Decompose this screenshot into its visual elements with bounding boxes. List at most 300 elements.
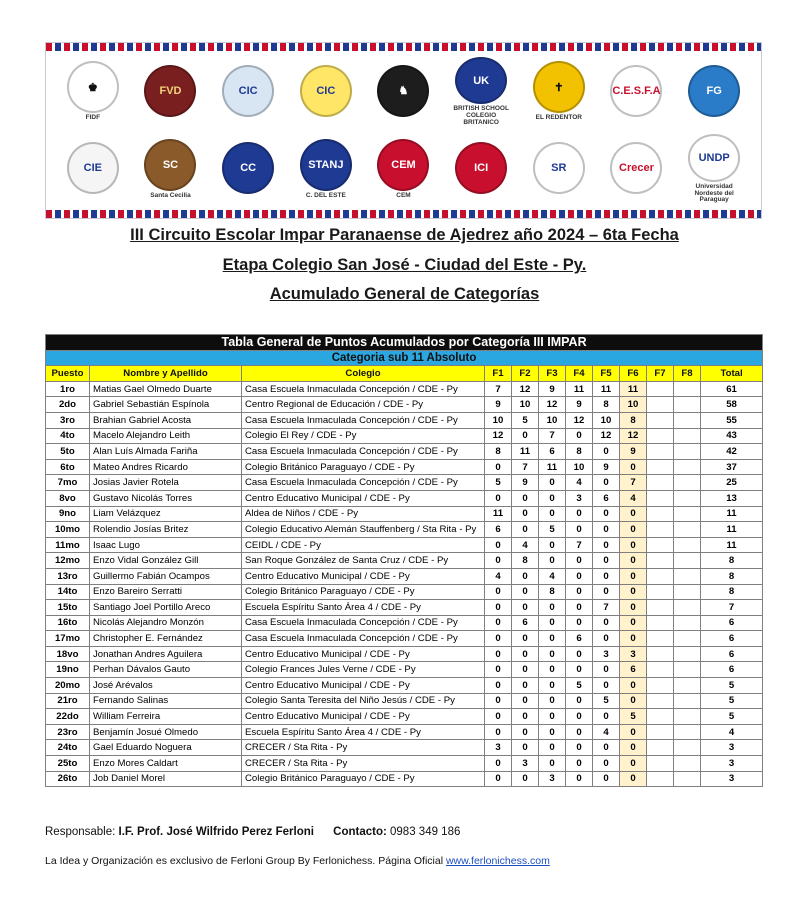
cell-total: 3 (701, 771, 763, 787)
cell-pos: 25to (46, 756, 90, 772)
ici-emblem-icon: ICI (455, 142, 507, 194)
cell-f1: 0 (485, 646, 512, 662)
cell-name: José Arévalos (90, 678, 242, 694)
cell-f8 (674, 381, 701, 397)
table-row (46, 459, 763, 475)
cell-school: Colegio Británico Paraguayo / CDE - Py (242, 459, 485, 475)
cell-f8 (674, 397, 701, 413)
cell-f2: 9 (512, 475, 539, 491)
sponsor-logo-caption: CEM (396, 191, 411, 199)
cell-f2: 0 (512, 646, 539, 662)
cell-school: Centro Educativo Municipal / CDE - Py (242, 709, 485, 725)
cell-f5: 12 (593, 428, 620, 444)
sponsor-logo-caption: C. DEL ESTE (305, 191, 346, 199)
cell-total: 8 (701, 584, 763, 600)
sponsor-banner (45, 42, 762, 219)
flag-strip-top (46, 43, 761, 51)
cell-pos: 6to (46, 459, 90, 475)
cell-f3: 5 (539, 522, 566, 538)
cem-emblem-icon: CEM (377, 139, 429, 191)
cell-f3: 0 (539, 756, 566, 772)
cell-f5: 0 (593, 615, 620, 631)
sponsor-logo-caption: FIDF (85, 114, 101, 122)
cell-f7 (647, 397, 674, 413)
cell-school: Escuela Espíritu Santo Área 4 / CDE - Py (242, 600, 485, 616)
cell-f1: 0 (485, 615, 512, 631)
sponsor-logo-cic2 (294, 57, 358, 127)
cell-f5: 7 (593, 600, 620, 616)
cell-f4: 0 (566, 600, 593, 616)
cell-f3: 0 (539, 615, 566, 631)
cell-f2: 0 (512, 678, 539, 694)
cell-f6: 0 (620, 568, 647, 584)
cell-f4: 12 (566, 412, 593, 428)
organization-line (45, 855, 550, 867)
cell-f7 (647, 475, 674, 491)
table-row (46, 678, 763, 694)
cell-f4: 8 (566, 444, 593, 460)
cell-f7 (647, 381, 674, 397)
cell-f7 (647, 459, 674, 475)
cell-f6: 12 (620, 428, 647, 444)
cell-f6: 0 (620, 537, 647, 553)
cell-f1: 0 (485, 693, 512, 709)
cic-emblem-icon: CIC (222, 65, 274, 117)
cell-f2: 0 (512, 771, 539, 787)
cell-total: 5 (701, 693, 763, 709)
cell-name: Enzo Mores Caldart (90, 756, 242, 772)
cell-f6: 11 (620, 381, 647, 397)
cell-f2: 0 (512, 709, 539, 725)
cell-f4: 5 (566, 678, 593, 694)
cell-school: Escuela Espíritu Santo Área 4 / CDE - Py (242, 724, 485, 740)
standings-rows (46, 381, 763, 786)
cell-f8 (674, 631, 701, 647)
cell-f6: 0 (620, 600, 647, 616)
cell-school: Centro Regional de Educación / CDE - Py (242, 397, 485, 413)
cell-f1: 4 (485, 568, 512, 584)
table-row (46, 662, 763, 678)
cell-f2: 0 (512, 724, 539, 740)
cell-f8 (674, 771, 701, 787)
cell-f3: 0 (539, 600, 566, 616)
cell-f2: 0 (512, 506, 539, 522)
cell-total: 43 (701, 428, 763, 444)
cell-f1: 7 (485, 381, 512, 397)
cell-total: 3 (701, 740, 763, 756)
cell-f4: 0 (566, 428, 593, 444)
cell-f4: 0 (566, 771, 593, 787)
cell-f7 (647, 584, 674, 600)
cell-pos: 15to (46, 600, 90, 616)
cell-f8 (674, 444, 701, 460)
cell-f4: 9 (566, 397, 593, 413)
stanj-emblem-icon: STANJ (300, 139, 352, 191)
table-row (46, 646, 763, 662)
cell-name: Enzo Bareiro Serratti (90, 584, 242, 600)
cell-f5: 0 (593, 756, 620, 772)
cell-f3: 0 (539, 740, 566, 756)
cell-pos: 3ro (46, 412, 90, 428)
cell-f2: 4 (512, 537, 539, 553)
cell-name: Nicolás Alejandro Monzón (90, 615, 242, 631)
cell-f1: 10 (485, 412, 512, 428)
cell-f4: 0 (566, 553, 593, 569)
cell-pos: 12mo (46, 553, 90, 569)
cell-total: 5 (701, 678, 763, 694)
cell-f8 (674, 662, 701, 678)
cell-f1: 0 (485, 537, 512, 553)
event-subtitle: Acumulado General de Categorías (269, 285, 540, 303)
cell-f4: 11 (566, 381, 593, 397)
cell-f3: 0 (539, 693, 566, 709)
cell-f7 (647, 709, 674, 725)
table-row (46, 709, 763, 725)
cell-total: 11 (701, 522, 763, 538)
table-row (46, 756, 763, 772)
cell-school: Centro Educativo Municipal / CDE - Py (242, 568, 485, 584)
cell-f8 (674, 646, 701, 662)
cell-f5: 3 (593, 646, 620, 662)
cell-f1: 0 (485, 459, 512, 475)
cell-school: Centro Educativo Municipal / CDE - Py (242, 646, 485, 662)
cell-f8 (674, 412, 701, 428)
cell-f5: 0 (593, 584, 620, 600)
cell-f8 (674, 428, 701, 444)
contacto-value: 0983 349 186 (390, 826, 461, 838)
cell-total: 4 (701, 724, 763, 740)
cell-school: Aldea de Niños / CDE - Py (242, 506, 485, 522)
cell-f1: 0 (485, 553, 512, 569)
cell-pos: 24to (46, 740, 90, 756)
santa-rita-emblem-icon: SR (533, 142, 585, 194)
cell-f5: 11 (593, 381, 620, 397)
table-row (46, 475, 763, 491)
cell-name: William Ferreira (90, 709, 242, 725)
table-row (46, 444, 763, 460)
cell-name: Christopher E. Fernández (90, 631, 242, 647)
cell-f5: 0 (593, 662, 620, 678)
cell-name: Gael Eduardo Noguera (90, 740, 242, 756)
cell-f6: 0 (620, 631, 647, 647)
col-header-total: Total (701, 366, 763, 382)
cie-emblem-icon: CIE (67, 142, 119, 194)
sponsor-logo-grid (56, 55, 751, 206)
ferlonichess-emblem-icon: ♞ (377, 65, 429, 117)
ferloni-group-emblem-icon: FG (688, 65, 740, 117)
cell-f1: 0 (485, 724, 512, 740)
cell-f5: 0 (593, 709, 620, 725)
table-row (46, 428, 763, 444)
cell-f2: 0 (512, 490, 539, 506)
cell-total: 55 (701, 412, 763, 428)
cell-f5: 0 (593, 553, 620, 569)
cell-f2: 0 (512, 568, 539, 584)
cell-pos: 17mo (46, 631, 90, 647)
contacto-label: Contacto: (333, 826, 387, 838)
col-header-f4: F4 (566, 366, 593, 382)
cell-total: 11 (701, 506, 763, 522)
cell-f8 (674, 740, 701, 756)
cell-name: Gabriel Sebastián Espínola (90, 397, 242, 413)
cell-pos: 1ro (46, 381, 90, 397)
cell-school: Centro Educativo Municipal / CDE - Py (242, 678, 485, 694)
cell-f4: 0 (566, 568, 593, 584)
cell-total: 61 (701, 381, 763, 397)
table-row (46, 615, 763, 631)
cell-f4: 3 (566, 490, 593, 506)
cell-f4: 0 (566, 740, 593, 756)
cell-f8 (674, 537, 701, 553)
cell-f7 (647, 631, 674, 647)
cell-f2: 7 (512, 459, 539, 475)
cell-f2: 0 (512, 631, 539, 647)
cell-total: 25 (701, 475, 763, 491)
cell-f1: 3 (485, 740, 512, 756)
cell-f6: 0 (620, 756, 647, 772)
cell-total: 6 (701, 615, 763, 631)
cell-f3: 3 (539, 771, 566, 787)
cell-f7 (647, 724, 674, 740)
cell-f5: 0 (593, 537, 620, 553)
cell-f6: 0 (620, 693, 647, 709)
sponsor-logo-redentor (527, 57, 591, 127)
sponsor-logo-cie (61, 134, 125, 204)
cell-name: Alan Luís Almada Fariña (90, 444, 242, 460)
cell-f3: 0 (539, 631, 566, 647)
cell-f3: 11 (539, 459, 566, 475)
cell-f6: 9 (620, 444, 647, 460)
cell-f3: 0 (539, 709, 566, 725)
cell-f1: 6 (485, 522, 512, 538)
cell-f7 (647, 428, 674, 444)
cell-name: Santiago Joel Portillo Areco (90, 600, 242, 616)
website-link[interactable]: www.ferlonichess.com (445, 855, 550, 867)
cell-f4: 0 (566, 709, 593, 725)
cell-f7 (647, 600, 674, 616)
col-header-f7: F7 (647, 366, 674, 382)
sponsor-logo-british (449, 57, 513, 127)
cell-f8 (674, 709, 701, 725)
cell-f2: 0 (512, 740, 539, 756)
sponsor-logo-caption: EL REDENTOR (535, 114, 582, 122)
cell-total: 37 (701, 459, 763, 475)
sponsor-logo-stanj (294, 134, 358, 204)
cell-f6: 3 (620, 646, 647, 662)
cell-pos: 4to (46, 428, 90, 444)
cell-total: 11 (701, 537, 763, 553)
crecer-emblem-icon: Crecer (610, 142, 662, 194)
sponsor-logo-caption: BRITISH SCHOOL COLEGIO BRITANICO (453, 105, 509, 126)
cell-f6: 0 (620, 459, 647, 475)
cell-total: 3 (701, 756, 763, 772)
cell-f5: 0 (593, 506, 620, 522)
cell-f5: 0 (593, 631, 620, 647)
cell-f7 (647, 537, 674, 553)
british-emblem-icon: UK (455, 57, 507, 105)
cell-f8 (674, 584, 701, 600)
table-row (46, 506, 763, 522)
table-row (46, 724, 763, 740)
cell-total: 5 (701, 709, 763, 725)
cell-f6: 0 (620, 584, 647, 600)
cell-f3: 0 (539, 537, 566, 553)
cell-f7 (647, 756, 674, 772)
cell-pos: 20mo (46, 678, 90, 694)
cell-total: 42 (701, 444, 763, 460)
flag-strip-bottom (46, 210, 761, 218)
cell-f5: 10 (593, 412, 620, 428)
cell-f5: 0 (593, 522, 620, 538)
cell-f1: 0 (485, 631, 512, 647)
cell-school: Casa Escuela Inmaculada Concepción / CDE - Py (242, 412, 485, 428)
cell-school: Casa Escuela Inmaculada Concepción / CDE - Py (242, 444, 485, 460)
cell-f2: 0 (512, 600, 539, 616)
table-row (46, 631, 763, 647)
cell-f8 (674, 724, 701, 740)
cell-f5: 0 (593, 475, 620, 491)
cell-f8 (674, 490, 701, 506)
cic2-emblem-icon: CIC (300, 65, 352, 117)
cell-f8 (674, 553, 701, 569)
cell-f2: 0 (512, 522, 539, 538)
cell-f3: 4 (539, 568, 566, 584)
cell-school: Casa Escuela Inmaculada Concepción / CDE - Py (242, 475, 485, 491)
cell-school: Colegio Frances Jules Verne / CDE - Py (242, 662, 485, 678)
cell-school: Casa Escuela Inmaculada Concepción / CDE - Py (242, 631, 485, 647)
cell-f2: 6 (512, 615, 539, 631)
cell-total: 13 (701, 490, 763, 506)
cell-f7 (647, 662, 674, 678)
cell-f1: 9 (485, 397, 512, 413)
cell-f1: 0 (485, 584, 512, 600)
cell-f8 (674, 600, 701, 616)
cell-name: Perhan Dávalos Gauto (90, 662, 242, 678)
sponsor-logo-fidf (61, 57, 125, 127)
cell-f6: 4 (620, 490, 647, 506)
table-row (46, 584, 763, 600)
cell-f7 (647, 522, 674, 538)
cell-f8 (674, 756, 701, 772)
sponsor-logo-santa-rita (527, 134, 591, 204)
cell-f1: 0 (485, 662, 512, 678)
cell-f3: 0 (539, 506, 566, 522)
cell-school: Colegio Británico Paraguayo / CDE - Py (242, 584, 485, 600)
cell-f6: 0 (620, 740, 647, 756)
cell-f6: 0 (620, 522, 647, 538)
cell-name: Isaac Lugo (90, 537, 242, 553)
cell-f2: 11 (512, 444, 539, 460)
table-row (46, 522, 763, 538)
col-header-f8: F8 (674, 366, 701, 382)
cell-f3: 10 (539, 412, 566, 428)
sponsor-logo-santa-cecilia (138, 134, 202, 204)
col-header-colegio: Colegio (242, 366, 485, 382)
cell-f4: 0 (566, 506, 593, 522)
cell-total: 6 (701, 662, 763, 678)
cell-f6: 0 (620, 678, 647, 694)
cell-f3: 8 (539, 584, 566, 600)
col-header-f1: F1 (485, 366, 512, 382)
cell-total: 7 (701, 600, 763, 616)
cell-pos: 5to (46, 444, 90, 460)
table-row (46, 537, 763, 553)
cell-f5: 4 (593, 724, 620, 740)
undp-emblem-icon: UNDP (688, 134, 740, 182)
cell-f5: 8 (593, 397, 620, 413)
cell-total: 6 (701, 646, 763, 662)
category-title: Categoria sub 11 Absoluto (46, 350, 763, 366)
cell-pos: 26to (46, 771, 90, 787)
responsable-line (45, 826, 460, 838)
cell-school: Colegio Santa Teresita del Niño Jesús / CDE - Py (242, 693, 485, 709)
cell-school: Colegio Británico Paraguayo / CDE - Py (242, 771, 485, 787)
sponsor-logo-cem (371, 134, 435, 204)
cell-f8 (674, 678, 701, 694)
cell-f1: 8 (485, 444, 512, 460)
cell-f2: 0 (512, 428, 539, 444)
cell-f2: 12 (512, 381, 539, 397)
cell-name: Rolendio Josías Britez (90, 522, 242, 538)
cell-pos: 11mo (46, 537, 90, 553)
cell-f7 (647, 615, 674, 631)
cell-name: Josias Javier Rotela (90, 475, 242, 491)
cell-f8 (674, 475, 701, 491)
cell-name: Liam Velázquez (90, 506, 242, 522)
table-row (46, 568, 763, 584)
col-header-puesto: Puesto (46, 366, 90, 382)
cell-f5: 5 (593, 693, 620, 709)
santa-cecilia-emblem-icon: SC (144, 139, 196, 191)
cell-f1: 0 (485, 709, 512, 725)
cell-f1: 0 (485, 678, 512, 694)
cell-f5: 0 (593, 444, 620, 460)
cell-f8 (674, 506, 701, 522)
responsable-name: I.F. Prof. José Wilfrido Perez Ferloni (118, 826, 314, 838)
sponsor-logo-ferloni-group (682, 57, 746, 127)
cell-f3: 6 (539, 444, 566, 460)
fvd-emblem-icon: FVD (144, 65, 196, 117)
cell-pos: 9no (46, 506, 90, 522)
cell-f3: 0 (539, 553, 566, 569)
cell-f1: 0 (485, 771, 512, 787)
col-header-f6: F6 (620, 366, 647, 382)
cell-f4: 4 (566, 475, 593, 491)
cell-pos: 22do (46, 709, 90, 725)
cell-f4: 0 (566, 756, 593, 772)
cell-total: 8 (701, 553, 763, 569)
cell-name: Mateo Andres Ricardo (90, 459, 242, 475)
cell-total: 8 (701, 568, 763, 584)
cell-f3: 7 (539, 428, 566, 444)
cell-f1: 11 (485, 506, 512, 522)
responsable-label: Responsable: (45, 826, 116, 838)
cell-f2: 8 (512, 553, 539, 569)
cell-f7 (647, 490, 674, 506)
cell-f4: 0 (566, 662, 593, 678)
sponsor-logo-cic (216, 57, 280, 127)
cell-f8 (674, 693, 701, 709)
cell-f7 (647, 412, 674, 428)
cell-school: Colegio El Rey / CDE - Py (242, 428, 485, 444)
standings-table (45, 334, 763, 787)
cell-pos: 8vo (46, 490, 90, 506)
cell-f6: 0 (620, 553, 647, 569)
cell-f4: 0 (566, 724, 593, 740)
cell-pos: 23ro (46, 724, 90, 740)
cell-name: Matias Gael Olmedo Duarte (90, 381, 242, 397)
cell-f3: 0 (539, 678, 566, 694)
